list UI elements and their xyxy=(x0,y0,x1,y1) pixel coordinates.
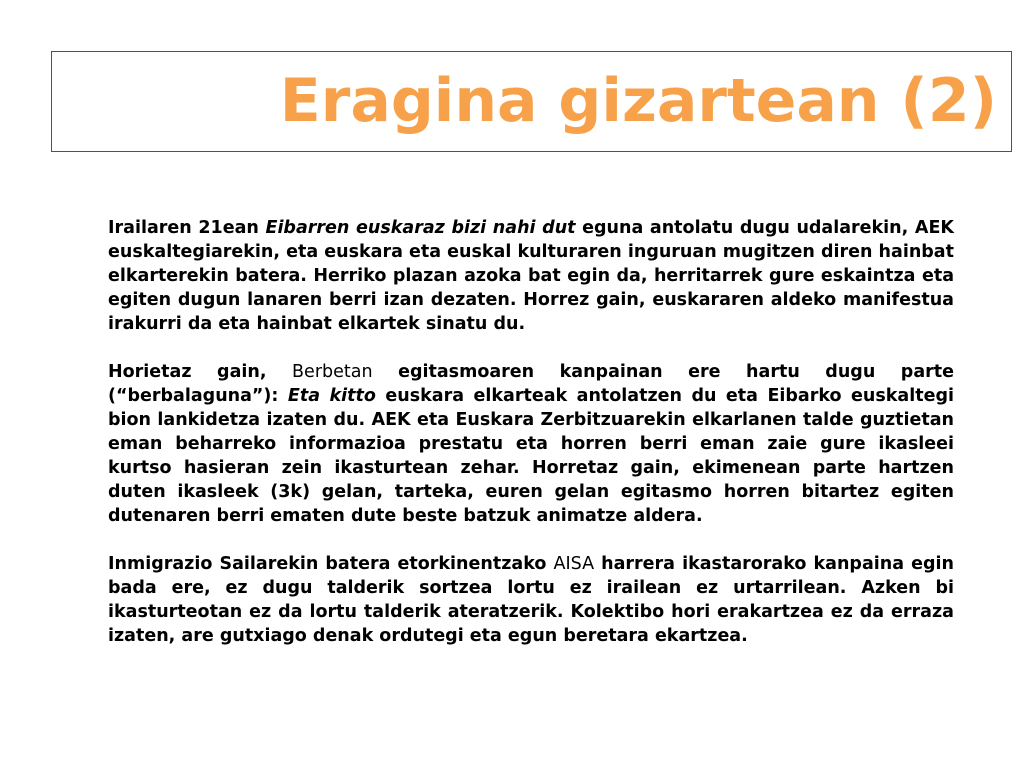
text-run: harrera ikastarorako kanpaina egin bada ere, ez dugu talderik sortzea lortu ez irailean ez urtarrilean. Azken bi ikasturteotan ez da lortu talderik ateratzerik. Kolektibo hori erakartzea ez da erraza izaten, are gutxiago denak ordutegi eta egun beretara ekartzea. xyxy=(108,554,954,646)
paragraph-2 xyxy=(108,360,954,528)
text-run: euskara elkarteak antolatzen du eta Eibarko euskaltegi bion lankidetza izaten du. AEK eta Euskara Zerbitzuarekin elkarlanen talde guztietan eman beharreko informazioa prestatu eta horren berri eman zaie gure ikasleei kurtso hasieran zein ikasturtean zehar. Horretaz gain, ekimenean parte hartzen duten ikasleek (3k) gelan, tarteka, euren gelan egitasmo horren bitartez egiten dutenaren berri ematen dute beste batzuk animatze aldera. xyxy=(108,386,954,526)
text-run: Inmigrazio Sailarekin batera etorkinentzako xyxy=(108,554,554,574)
text-run: Horietaz gain, xyxy=(108,362,293,382)
text-run: Irailaren 21ean xyxy=(108,218,266,238)
paragraph-3 xyxy=(108,552,954,648)
paragraph-1 xyxy=(108,216,954,336)
title-box xyxy=(51,51,1012,152)
text-run: eguna antolatu dugu udalarekin, AEK euskaltegiarekin, eta euskara eta euskal kulturaren inguruan mugitzen diren hainbat elkarterekin batera. Herriko plazan azoka bat egin da, herritarrek gure eskaintza eta egiten dugun lanaren berri izan dezaten. Horrez gain, euskararen aldeko manifestua irakurri da eta hainbat elkartek sinatu du. xyxy=(108,218,954,334)
slide-title: Eragina gizartean (2) xyxy=(279,66,997,136)
text-run: egitasmoaren kanpainan ere hartu dugu parte (“berbalaguna”): xyxy=(108,362,955,406)
text-run-normal: Berbetan xyxy=(292,362,373,382)
text-run-italic: Eta kitto xyxy=(287,386,376,406)
text-run-normal: AISA xyxy=(553,554,595,574)
body-text xyxy=(108,216,954,672)
text-run-italic: Eibarren euskaraz bizi nahi dut xyxy=(265,218,576,238)
